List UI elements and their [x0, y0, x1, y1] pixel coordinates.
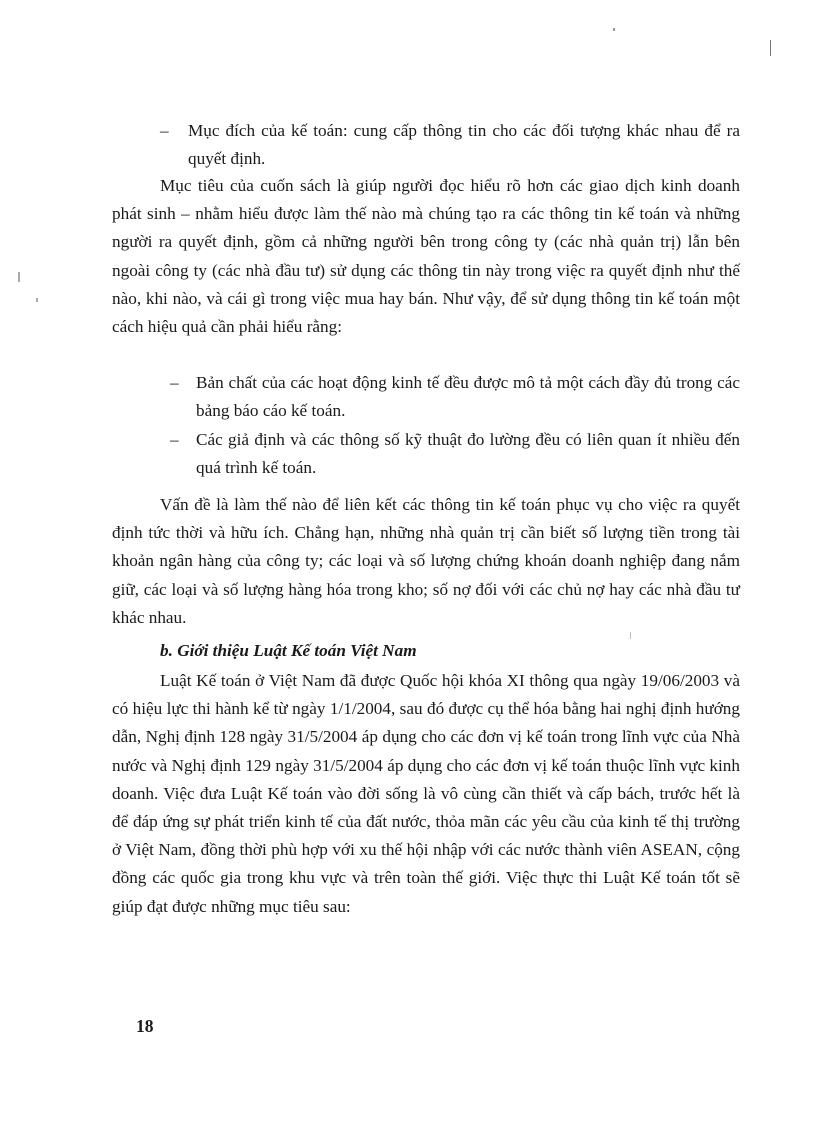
paragraph — [112, 491, 740, 632]
bullet-item — [170, 426, 740, 484]
bullet-dash: – — [170, 430, 179, 449]
scan-mark — [613, 28, 615, 31]
scan-mark — [18, 272, 20, 282]
scan-mark — [36, 298, 38, 302]
bullet-item — [170, 369, 740, 427]
section-heading: b. Giới thiệu Luật Kế toán Việt Nam — [160, 641, 417, 660]
bullet-text: Các giả định và các thông số kỹ thuật đo lường đều có liên quan ít nhiều đến quá trình kế toán. — [196, 430, 740, 478]
paragraph-text: Mục tiêu của cuốn sách là giúp người đọc hiểu rõ hơn các giao dịch kinh doanh phát sinh – nhằm hiểu được làm thế nào mà chúng tạo ra các thông tin kế toán và những người ra quyết định, gồm cả những người bên trong công ty (các nhà quản trị) lẫn bên ngoài công ty (các nhà đầu tư) sử dụng các thông tin này trong việc ra quyết định như thế nào, khi nào, và cái gì trong việc mua hay bán. Như vậy, để sử dụng thông tin kế toán một cách hiệu quả cần phải hiểu rằng: — [112, 176, 740, 337]
paragraph — [112, 172, 740, 341]
bullet-item — [160, 117, 740, 175]
bullet-dash: – — [170, 373, 179, 392]
bullet-text: Bản chất của các hoạt động kinh tế đều được mô tả một cách đầy đủ trong các bảng báo cáo kế toán. — [196, 373, 740, 421]
bullet-dash: – — [160, 121, 169, 140]
paragraph-text: Luật Kế toán ở Việt Nam đã được Quốc hội khóa XI thông qua ngày 19/06/2003 và có hiệu lực thi hành kể từ ngày 1/1/2004, sau đó được cụ thể hóa bằng hai nghị định hướng dẫn, Nghị định 128 ngày 31/5/2004 áp dụng cho các đơn vị kế toán trong lĩnh vực của Nhà nước và Nghị định 129 ngày 31/5/2004 áp dụng cho các đơn vị kế toán thuộc lĩnh vực kinh doanh. Việc đưa Luật Kế toán vào đời sống là vô cùng cần thiết và cấp bách, trước hết là để đáp ứng sự phát triển kinh tế của đất nước, thỏa mãn các yêu cầu của kinh tế thị trường ở Việt Nam, đồng thời phù hợp với xu thế hội nhập với các nước thành viên ASEAN, cộng đồng các quốc gia trong khu vực và trên toàn thế giới. Việc thực thi Luật Kế toán tốt sẽ giúp đạt được những mục tiêu sau: — [112, 671, 740, 916]
paragraph-text: Vấn đề là làm thế nào để liên kết các thông tin kế toán phục vụ cho việc ra quyết định tức thời và hữu ích. Chẳng hạn, những nhà quản trị cần biết số lượng tiền trong tài khoản ngân hàng của công ty; các loại và số lượng chứng khoán doanh nghiệp đang nắm giữ, các loại và số lượng hàng hóa trong kho; số nợ đối với các chủ nợ hay các nhà đầu tư khác nhau. — [112, 495, 740, 627]
paragraph — [112, 667, 740, 921]
scan-mark — [770, 40, 771, 56]
scan-mark — [630, 632, 631, 639]
bullet-text: Mục đích của kế toán: cung cấp thông tin cho các đối tượng khác nhau để ra quyết định. — [188, 121, 740, 169]
page-number: 18 — [136, 1016, 154, 1036]
